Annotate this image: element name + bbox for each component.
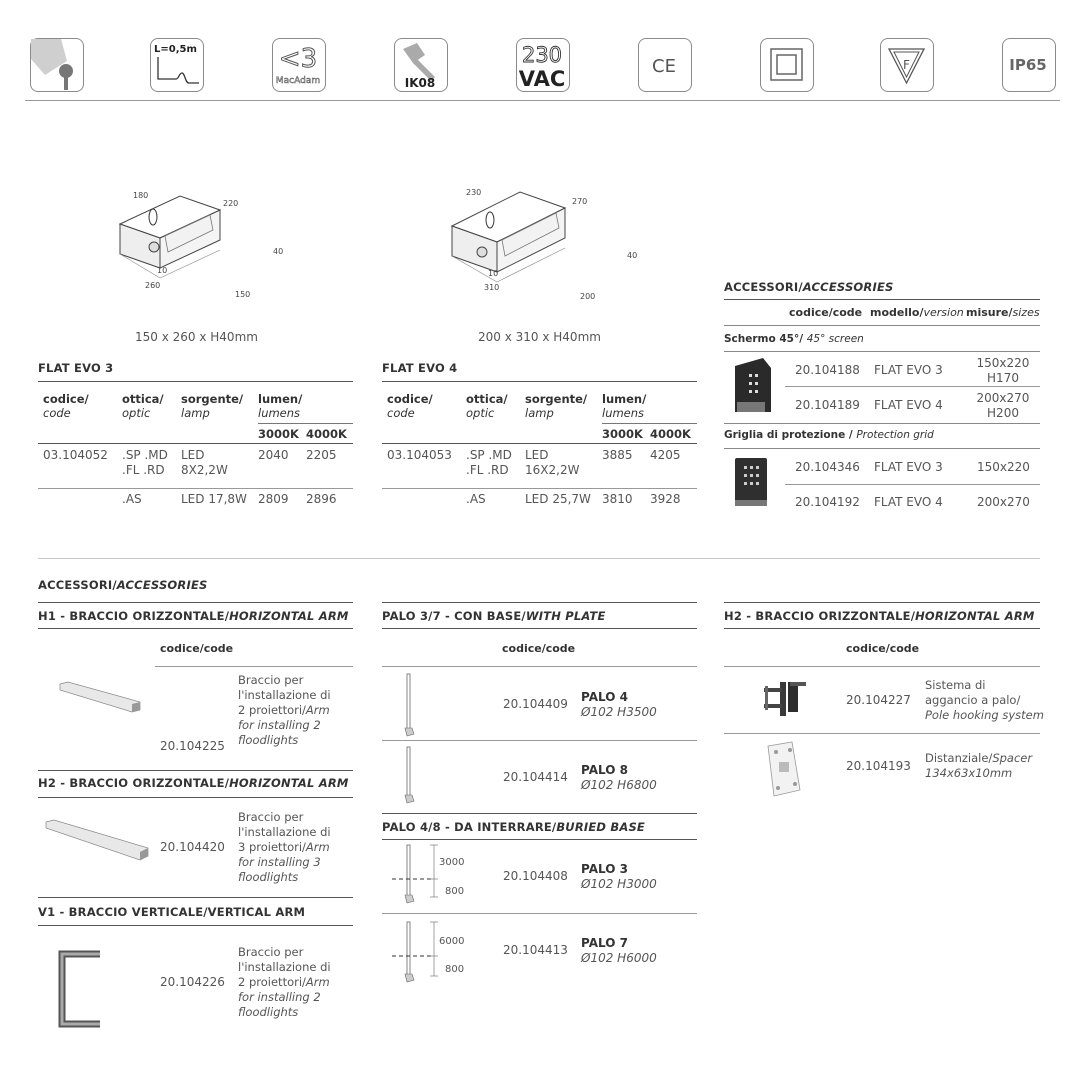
table-cell: 20.104188 — [795, 363, 860, 377]
pole-hooking-description: Sistema di aggancio a palo/ Pole hooking system — [925, 678, 1044, 722]
svg-text:IK08: IK08 — [404, 76, 436, 90]
col-code-header: codice/code — [502, 642, 576, 655]
palo-7-dim-2: 800 — [445, 964, 465, 975]
table-cell: LED 25,7W — [525, 492, 591, 506]
screen-45-image — [733, 358, 773, 414]
palo-3-dim-1: 3000 — [439, 857, 465, 868]
grid-section-title: Griglia di protezione / Protection grid — [724, 429, 934, 441]
divider — [724, 602, 1040, 603]
cable-length-icon — [150, 38, 204, 92]
table-cell: 150x220 H170 — [976, 356, 1030, 385]
macadam-icon — [272, 38, 326, 92]
palo-7-dim-1: 6000 — [439, 936, 465, 947]
table-cell: FLAT EVO 3 — [874, 363, 943, 377]
flat-evo-3-title: FLAT EVO 3 — [38, 361, 114, 375]
col-size-header: misure/sizes — [966, 306, 1040, 319]
ce-mark-icon — [638, 38, 692, 92]
svg-text:230: 230 — [521, 43, 563, 67]
col-code-header: codice/code — [789, 306, 863, 319]
divider — [724, 325, 1040, 326]
divider — [785, 484, 1040, 485]
table-cell: 20.104189 — [795, 398, 860, 412]
h1-arm-title: H1 - BRACCIO ORIZZONTALE/HORIZONTAL ARM — [38, 609, 349, 623]
accessories-title: ACCESSORI/ACCESSORIES — [38, 578, 208, 592]
palo-3-7-title: PALO 3/7 - CON BASE/WITH PLATE — [382, 609, 606, 623]
table-cell: FLAT EVO 4 — [874, 398, 943, 412]
v1-description: Braccio per l'installazione di 2 proiettori/Arm for installing 2 floodlights — [238, 945, 331, 1019]
h1-code: 20.104225 — [160, 739, 225, 753]
dim-label: 310 — [484, 283, 500, 292]
flat-evo-4-size-caption: 200 x 310 x H40mm — [478, 330, 601, 344]
dim-label: 270 — [572, 197, 588, 206]
v1-code: 20.104226 — [160, 975, 225, 989]
palo-8-image — [402, 745, 416, 805]
divider — [785, 386, 1040, 387]
table-cell: 4205 — [650, 448, 681, 462]
table-cell: 03.104052 — [43, 448, 108, 462]
h2-arm-image — [44, 818, 154, 864]
col-lamp-header: sorgente/ lamp — [525, 392, 588, 420]
palo-7-code: 20.104413 — [503, 943, 568, 957]
cct-4000k-header: 4000K — [306, 427, 347, 441]
dim-label: 220 — [223, 199, 239, 208]
dim-label: 200 — [580, 292, 596, 301]
flat-evo-3-size-caption: 150 x 260 x H40mm — [135, 330, 258, 344]
palo-3-spec: PALO 3 Ø102 H3000 — [581, 862, 657, 891]
table-cell: 3885 — [602, 448, 633, 462]
palo-3-dim-2: 800 — [445, 886, 465, 897]
palo-4-code: 20.104409 — [503, 697, 568, 711]
palo-4-8-title: PALO 4/8 - DA INTERRARE/BURIED BASE — [382, 820, 645, 834]
v1-arm-image — [52, 950, 104, 1030]
svg-text:L=0,5m: L=0,5m — [154, 44, 197, 55]
divider — [724, 299, 1040, 300]
dim-label: 260 — [145, 281, 161, 290]
table-cell: 3810 — [602, 492, 633, 506]
ip65-icon — [1002, 38, 1056, 92]
dim-label: 40 — [627, 251, 638, 260]
flat-evo-4-title: FLAT EVO 4 — [382, 361, 458, 375]
table-cell: .AS — [122, 492, 142, 506]
top-rule — [25, 100, 1060, 101]
divider — [382, 740, 697, 741]
divider — [382, 813, 697, 814]
table-cell: 03.104053 — [387, 448, 452, 462]
h2-arm-title: H2 - BRACCIO ORIZZONTALE/HORIZONTAL ARM — [38, 776, 349, 790]
divider — [382, 381, 697, 382]
h2-right-arm-title: H2 - BRACCIO ORIZZONTALE/HORIZONTAL ARM — [724, 609, 1035, 623]
pole-hooking-code: 20.104227 — [846, 693, 911, 707]
divider — [382, 666, 697, 667]
dim-label: 10 — [157, 266, 168, 275]
col-lamp-header: sorgente/ lamp — [181, 392, 244, 420]
table-cell: LED 16X2,2W — [525, 448, 580, 477]
divider — [38, 381, 353, 382]
double-insulation-icon — [760, 38, 814, 92]
spacer-image — [762, 740, 806, 798]
divider — [724, 628, 1040, 629]
svg-text:<3: <3 — [278, 44, 318, 74]
svg-text:CE: CE — [652, 56, 676, 77]
divider — [155, 666, 353, 667]
divider — [602, 423, 697, 424]
svg-text:IP65: IP65 — [1009, 56, 1047, 74]
palo-4-image — [402, 672, 416, 738]
divider — [38, 488, 353, 489]
col-model-header: modello/version — [870, 306, 964, 319]
table-cell: .SP .MD .FL .RD — [122, 448, 168, 477]
table-cell: LED 17,8W — [181, 492, 247, 506]
divider — [382, 913, 697, 914]
svg-text:VAC: VAC — [518, 67, 566, 90]
divider — [38, 897, 353, 898]
svg-text:F: F — [903, 58, 910, 72]
cct-4000k-header: 4000K — [650, 427, 691, 441]
divider — [38, 628, 353, 629]
col-optic-header: ottica/ optic — [466, 392, 508, 420]
flat-evo-3-drawing — [105, 180, 295, 310]
divider — [38, 797, 353, 798]
spacer-code: 20.104193 — [846, 759, 911, 773]
ik08-impact-icon — [394, 38, 448, 92]
divider — [724, 733, 1040, 734]
table-cell: 150x220 — [977, 460, 1030, 474]
dim-label: 180 — [133, 191, 149, 200]
palo-3-code: 20.104408 — [503, 869, 568, 883]
divider — [382, 488, 697, 489]
divider — [724, 666, 1040, 667]
light-beam-icon — [30, 38, 84, 92]
table-cell: 2205 — [306, 448, 337, 462]
col-code-header: codice/ code — [387, 392, 433, 420]
dim-label: 10 — [488, 269, 499, 278]
pole-hooking-image — [760, 678, 808, 722]
flat-evo-4-drawing — [440, 180, 640, 310]
table-cell: .AS — [466, 492, 486, 506]
divider — [724, 351, 1040, 352]
divider — [382, 628, 697, 629]
table-cell: 20.104192 — [795, 495, 860, 509]
cct-3000k-header: 3000K — [602, 427, 643, 441]
divider — [38, 602, 353, 603]
table-cell: FLAT EVO 4 — [874, 495, 943, 509]
section-divider — [38, 558, 1040, 559]
table-cell: 2896 — [306, 492, 337, 506]
f-mark-icon — [880, 38, 934, 92]
col-code-header: codice/code — [846, 642, 920, 655]
divider — [724, 448, 1040, 449]
col-lumen-header: lumen/ lumens — [602, 392, 647, 420]
table-cell: FLAT EVO 3 — [874, 460, 943, 474]
divider — [38, 770, 353, 771]
palo-8-code: 20.104414 — [503, 770, 568, 784]
screen-section-title: Schermo 45°/ 45° screen — [724, 333, 864, 345]
divider — [38, 925, 353, 926]
table-cell: LED 8X2,2W — [181, 448, 228, 477]
divider — [258, 423, 353, 424]
table-cell: .SP .MD .FL .RD — [466, 448, 512, 477]
v1-arm-title: V1 - BRACCIO VERTICALE/VERTICAL ARM — [38, 905, 306, 919]
accessories-title-right: ACCESSORI/ACCESSORIES — [724, 280, 894, 294]
divider — [724, 423, 1040, 424]
palo-4-spec: PALO 4 Ø102 H3500 — [581, 690, 657, 719]
dim-label: 40 — [273, 247, 284, 256]
divider — [382, 839, 697, 840]
divider — [382, 602, 697, 603]
table-cell: 20.104346 — [795, 460, 860, 474]
protection-grid-image — [735, 458, 769, 508]
h1-description: Braccio per l'installazione di 2 proiettori/Arm for installing 2 floodlights — [238, 673, 331, 747]
table-cell: 200x270 — [977, 495, 1030, 509]
svg-text:MacAdam: MacAdam — [275, 76, 321, 86]
table-cell: 3928 — [650, 492, 681, 506]
palo-7-spec: PALO 7 Ø102 H6000 — [581, 936, 657, 965]
palo-8-spec: PALO 8 Ø102 H6800 — [581, 763, 657, 792]
cct-3000k-header: 3000K — [258, 427, 299, 441]
spacer-description: Distanziale/Spacer 134x63x10mm — [925, 751, 1033, 780]
col-optic-header: ottica/ optic — [122, 392, 164, 420]
table-cell: 2040 — [258, 448, 289, 462]
col-code-header: codice/ code — [43, 392, 89, 420]
col-lumen-header: lumen/ lumens — [258, 392, 303, 420]
dim-label: 230 — [466, 188, 482, 197]
h1-arm-image — [58, 680, 148, 716]
table-cell: 2809 — [258, 492, 289, 506]
h2-description: Braccio per l'installazione di 3 proiettori/Arm for installing 3 floodlights — [238, 810, 331, 884]
divider — [382, 443, 697, 444]
voltage-icon — [516, 38, 570, 92]
divider — [38, 443, 353, 444]
table-cell: 200x270 H200 — [976, 391, 1030, 420]
h2-code: 20.104420 — [160, 840, 225, 854]
dim-label: 150 — [235, 290, 251, 299]
col-code-header: codice/code — [160, 642, 234, 655]
